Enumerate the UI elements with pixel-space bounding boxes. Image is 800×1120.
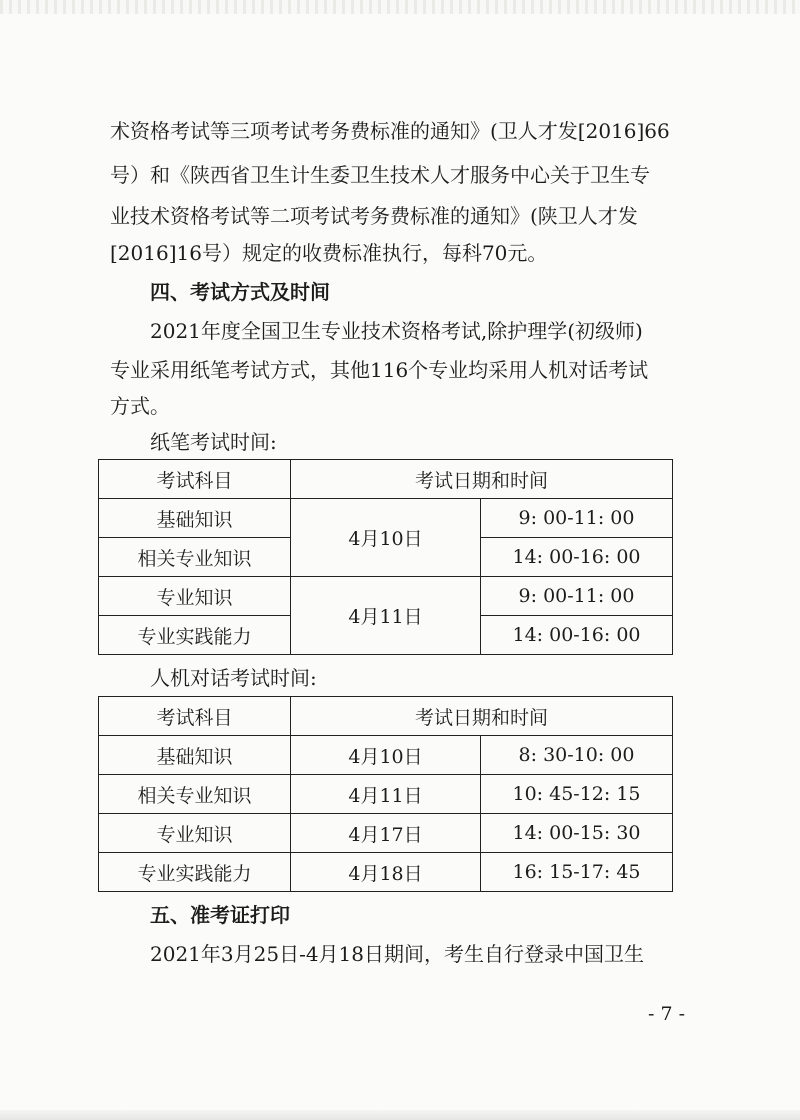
time-cell: 8: 30-10: 00: [481, 736, 673, 775]
time-cell: 14: 00-16: 00: [481, 616, 673, 655]
table-row: [99, 736, 673, 775]
date-cell: 4月17日: [291, 814, 481, 853]
section-4-heading: 四、考试方式及时间: [150, 280, 330, 304]
paragraph-line-2: 号）和《陕西省卫生计生委卫生技术人才服务中心关于卫生专: [110, 163, 650, 187]
date-cell: 4月10日: [291, 736, 481, 775]
time-cell: 9: 00-11: 00: [481, 577, 673, 616]
subject-cell: 相关专业知识: [99, 538, 291, 577]
paragraph-line-4: [2016]16号）规定的收费标准执行，每科70元。: [110, 241, 548, 265]
paragraph-line-1: 术资格考试等三项考试考务费标准的通知》(卫人才发[2016]66: [110, 119, 670, 143]
time-cell: 14: 00-16: 00: [481, 538, 673, 577]
section-4-line-3: 方式。: [110, 394, 170, 418]
header-subject: 考试科目: [99, 460, 291, 499]
time-cell: 16: 15-17: 45: [481, 853, 673, 892]
date-cell: 4月11日: [291, 775, 481, 814]
section-5-line-1: 2021年3月25日-4月18日期间，考生自行登录中国卫生: [150, 942, 645, 966]
date-cell: 4月11日: [291, 577, 481, 655]
paper-exam-table: [98, 459, 673, 655]
date-cell: 4月10日: [291, 499, 481, 577]
subject-cell: 专业知识: [99, 577, 291, 616]
page-number: - 7 -: [648, 1003, 686, 1025]
header-datetime: 考试日期和时间: [291, 460, 673, 499]
time-cell: 9: 00-11: 00: [481, 499, 673, 538]
date-cell: 4月18日: [291, 853, 481, 892]
table-row: [99, 853, 673, 892]
subject-cell: 专业实践能力: [99, 853, 291, 892]
scan-edge-top: [0, 0, 800, 14]
table-row: [99, 577, 673, 616]
section-4-line-1: 2021年度全国卫生专业技术资格考试,除护理学(初级师): [150, 319, 643, 343]
header-subject: 考试科目: [99, 697, 291, 736]
time-cell: 14: 00-15: 30: [481, 814, 673, 853]
table-row: [99, 775, 673, 814]
subject-cell: 专业实践能力: [99, 616, 291, 655]
header-datetime: 考试日期和时间: [291, 697, 673, 736]
table-row: [99, 499, 673, 538]
computer-exam-caption: 人机对话考试时间:: [150, 666, 317, 690]
subject-cell: 基础知识: [99, 499, 291, 538]
paragraph-line-3: 业技术资格考试等二项考试考务费标准的通知》(陕卫人才发: [110, 204, 638, 228]
table-header-row: [99, 697, 673, 736]
section-4-line-2: 专业采用纸笔考试方式，其他116个专业均采用人机对话考试: [110, 358, 649, 382]
subject-cell: 基础知识: [99, 736, 291, 775]
section-5-heading: 五、准考证打印: [150, 903, 290, 927]
subject-cell: 专业知识: [99, 814, 291, 853]
paper-exam-caption: 纸笔考试时间:: [150, 430, 277, 454]
time-cell: 10: 45-12: 15: [481, 775, 673, 814]
table-header-row: [99, 460, 673, 499]
subject-cell: 相关专业知识: [99, 775, 291, 814]
scan-edge-bottom: [0, 1110, 800, 1120]
table-row: [99, 814, 673, 853]
computer-exam-table: [98, 696, 673, 892]
